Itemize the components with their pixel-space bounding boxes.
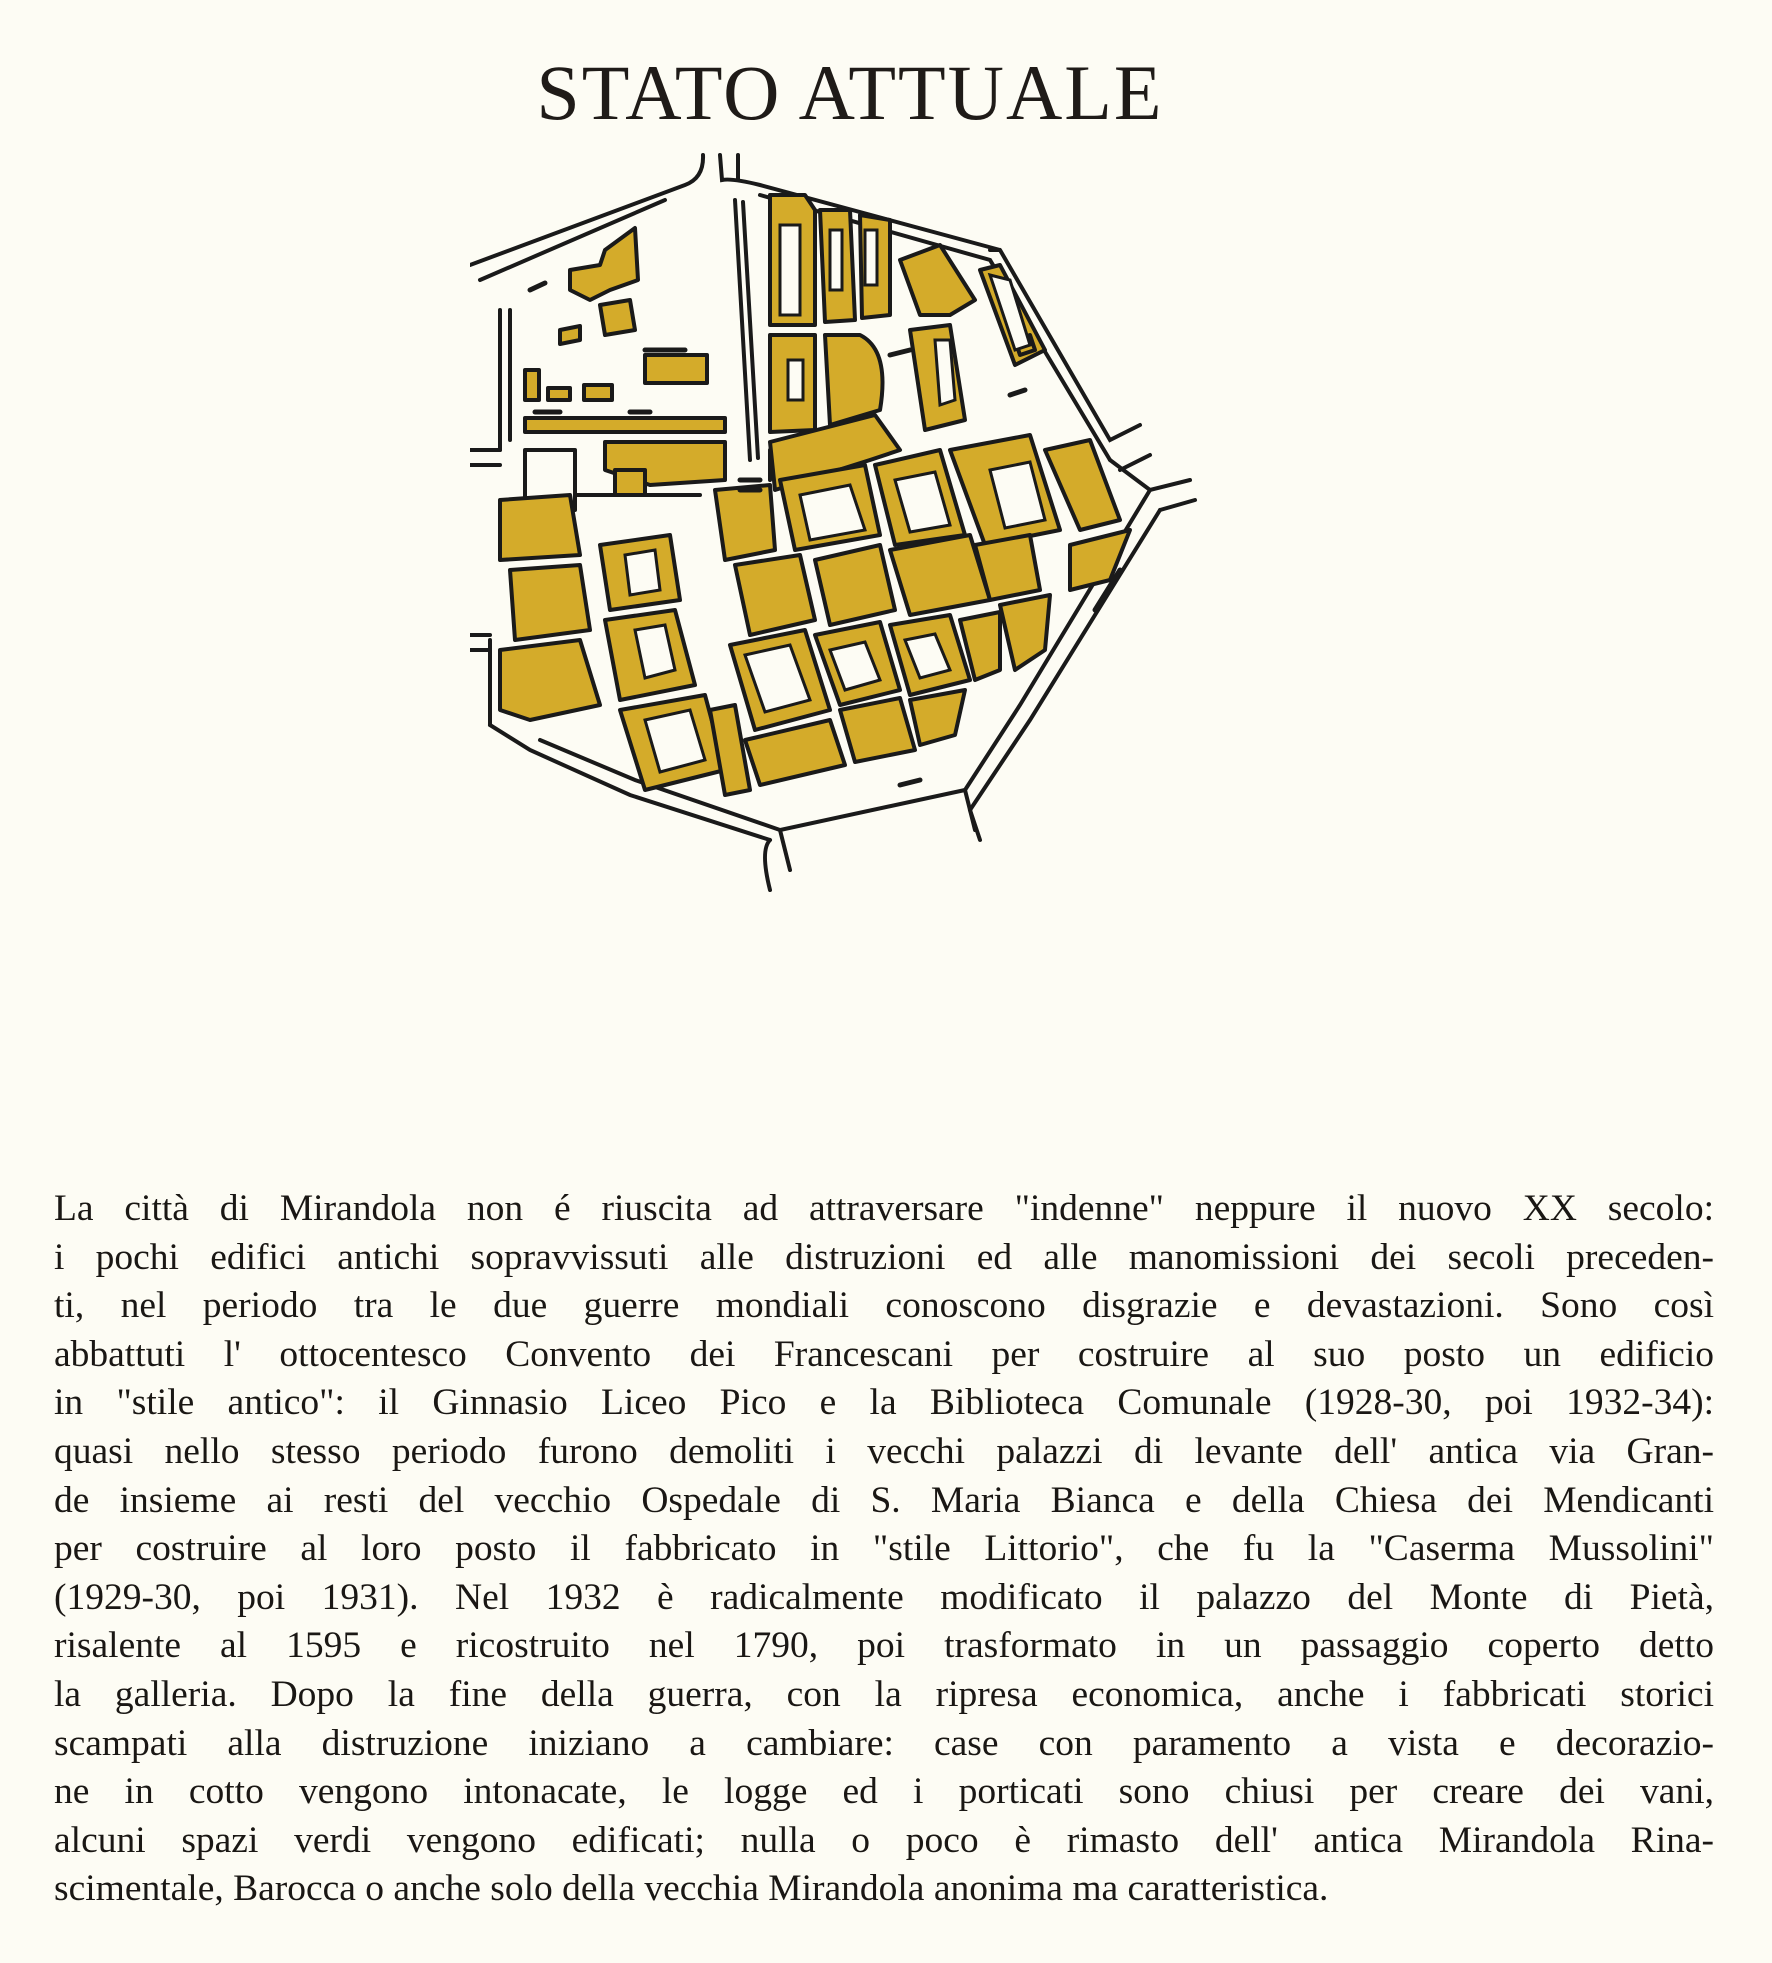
paragraph-line: alcuni spazi verdi vengono edificati; nulla o poco è rimasto dell' antica Mirandola Rina- [54, 1819, 1714, 1861]
body-paragraph [54, 1185, 1714, 1914]
paragraph-line: La città di Mirandola non é riuscita ad attraversare "indenne" neppure il nuovo XX secolo: [54, 1188, 1714, 1229]
paragraph-line: ne in cotto vengono intonacate, le logge ed i porticati sono chiusi per creare dei vani, [54, 1771, 1714, 1813]
paragraph-line: per costruire al loro posto il fabbricato in "stile Littorio", che fu la "Caserma Mussolini" [54, 1528, 1714, 1570]
paragraph-line: i pochi edifici antichi sopravvissuti alle distruzioni ed alle manomissioni dei secoli preceden- [54, 1236, 1714, 1278]
paragraph-line: scimentale, Barocca o anche solo della vecchia Mirandola anonima ma caratteristica. [54, 1868, 1329, 1910]
paragraph-line: in "stile antico": il Ginnasio Liceo Pico e la Biblioteca Comunale (1928-30, poi 1932-34): [54, 1382, 1714, 1424]
paragraph-line: de insieme ai resti del vecchio Ospedale di S. Maria Bianca e della Chiesa dei Mendicanti [54, 1479, 1714, 1521]
paragraph-line: risalente al 1595 e ricostruito nel 1790, poi trasformato in un passaggio coperto detto [54, 1625, 1714, 1667]
city-map [470, 150, 1290, 940]
paragraph-line: scampati alla distruzione iniziano a cambiare: case con paramento a vista e decorazio- [54, 1722, 1714, 1764]
paragraph-line: abbattuti l' ottocentesco Convento dei Francescani per costruire al suo posto un edificio [54, 1333, 1714, 1375]
paragraph-line: ti, nel periodo tra le due guerre mondiali conoscono disgrazie e devastazioni. Sono così [54, 1285, 1714, 1327]
paragraph-line: (1929-30, poi 1931). Nel 1932 è radicalmente modificato il palazzo del Monte di Pietà, [54, 1576, 1714, 1618]
paragraph-line: quasi nello stesso periodo furono demoliti i vecchi palazzi di levante dell' antica via Gran- [54, 1430, 1714, 1472]
city-map-svg [470, 150, 1290, 940]
page-title: STATO ATTUALE [536, 49, 1164, 136]
paragraph-line: la galleria. Dopo la fine della guerra, con la ripresa economica, anche i fabbricati storici [54, 1673, 1714, 1715]
